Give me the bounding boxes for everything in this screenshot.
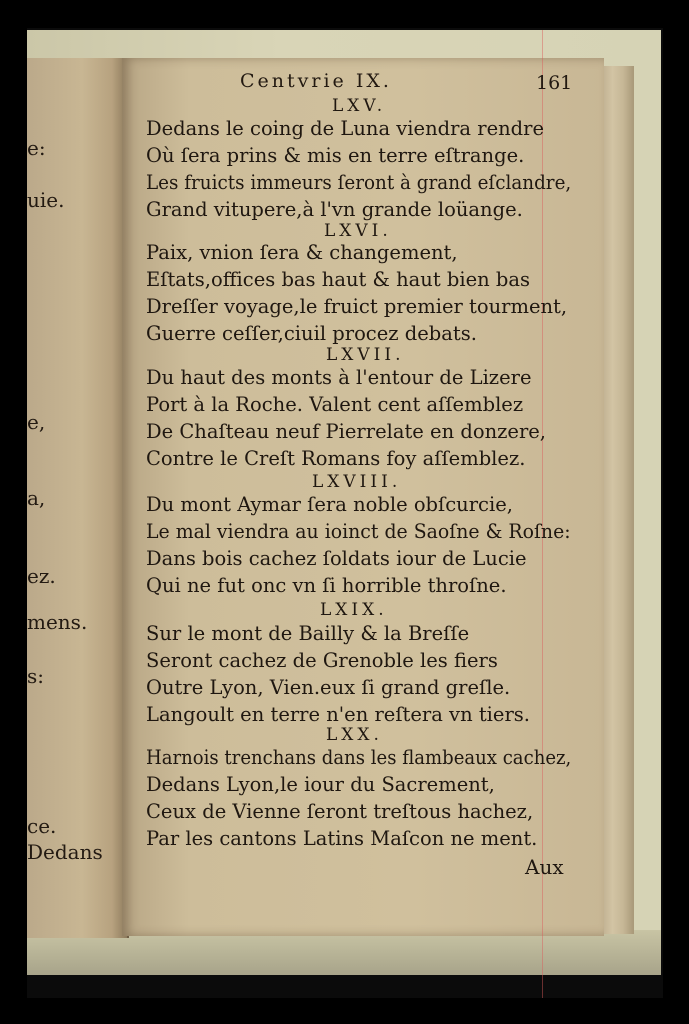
verse-line: Contre le Creſt Romans foy aſſemblez. (146, 447, 526, 470)
left-fragment: Dedans (27, 840, 103, 864)
left-fragment: ce. (27, 814, 57, 838)
verse-line: Ceux de Vienne ſeront treſtous hachez, (146, 800, 534, 823)
verse-line: Le mal viendra au ioinct de Saoſne & Roſne: (146, 520, 571, 543)
verse-line: Dans bois cachez ſoldats iour de Lucie (146, 547, 527, 570)
left-fragment: uie. (27, 188, 65, 212)
verse-line: Du haut des monts à l'entour de Lizere (146, 366, 532, 389)
quatrain-number: LXVII. (326, 345, 405, 365)
verse-line: Seront cachez de Grenoble les fiers (146, 649, 498, 672)
verse-line: Paix, vnion ſera & changement, (146, 241, 458, 264)
verse-line: Grand vitupere,à l'vn grande loüange. (146, 198, 523, 221)
left-fragment: mens. (27, 610, 88, 634)
verse-line: Dedans le coing de Luna viendra rendre (146, 117, 545, 140)
quatrain-number: LXVIII. (312, 472, 402, 492)
verse-line: Du mont Aymar ſera noble obſcurcie, (146, 493, 513, 516)
verse-line: Dreſſer voyage,le fruict premier tourment, (146, 295, 568, 318)
left-page (27, 58, 129, 938)
verse-line: Qui ne fut onc vn ſi horrible throſne. (146, 574, 507, 597)
left-fragment: e: (27, 136, 46, 160)
verse-line: De Chaſteau neuf Pierrelate en donzere, (146, 420, 546, 443)
quatrain-number: LXIX. (320, 600, 388, 620)
verse-line: Dedans Lyon,le iour du Sacrement, (146, 773, 495, 796)
verse-line: Eſtats,offices bas haut & haut bien bas (146, 268, 531, 291)
catchword: Aux (525, 855, 564, 879)
left-fragment: ez. (27, 564, 56, 588)
verse-line: Sur le mont de Bailly & la Breſſe (146, 622, 470, 645)
running-title: Centvrie IX. (240, 70, 392, 92)
verse-line: Guerre ceſſer,ciuil procez debats. (146, 322, 477, 345)
quatrain-number: LXVI. (324, 221, 392, 241)
verse-line: Langoult en terre n'en reſtera vn tiers. (146, 703, 530, 726)
left-fragment: s: (27, 664, 45, 688)
verse-line: Outre Lyon, Vien.eux ſi grand greſle. (146, 676, 511, 699)
left-fragment: e, (27, 410, 46, 434)
quatrain-number: LXX. (326, 725, 383, 745)
verse-line: Harnois trenchans dans les flambeaux cachez, (146, 746, 572, 769)
verse-line: Les fruicts immeurs ſeront à grand eſclandre, (146, 171, 572, 194)
left-fragment: a, (27, 486, 46, 510)
verse-line: Par les cantons Latins Maſcon ne ment. (146, 827, 538, 850)
verse-line: Port à la Roche. Valent cent aſſemblez (146, 393, 524, 416)
verse-line: Où ſera prins & mis en terre eſtrange. (146, 144, 525, 167)
page-number: 161 (536, 72, 573, 94)
quatrain-number: LXV. (332, 96, 387, 116)
